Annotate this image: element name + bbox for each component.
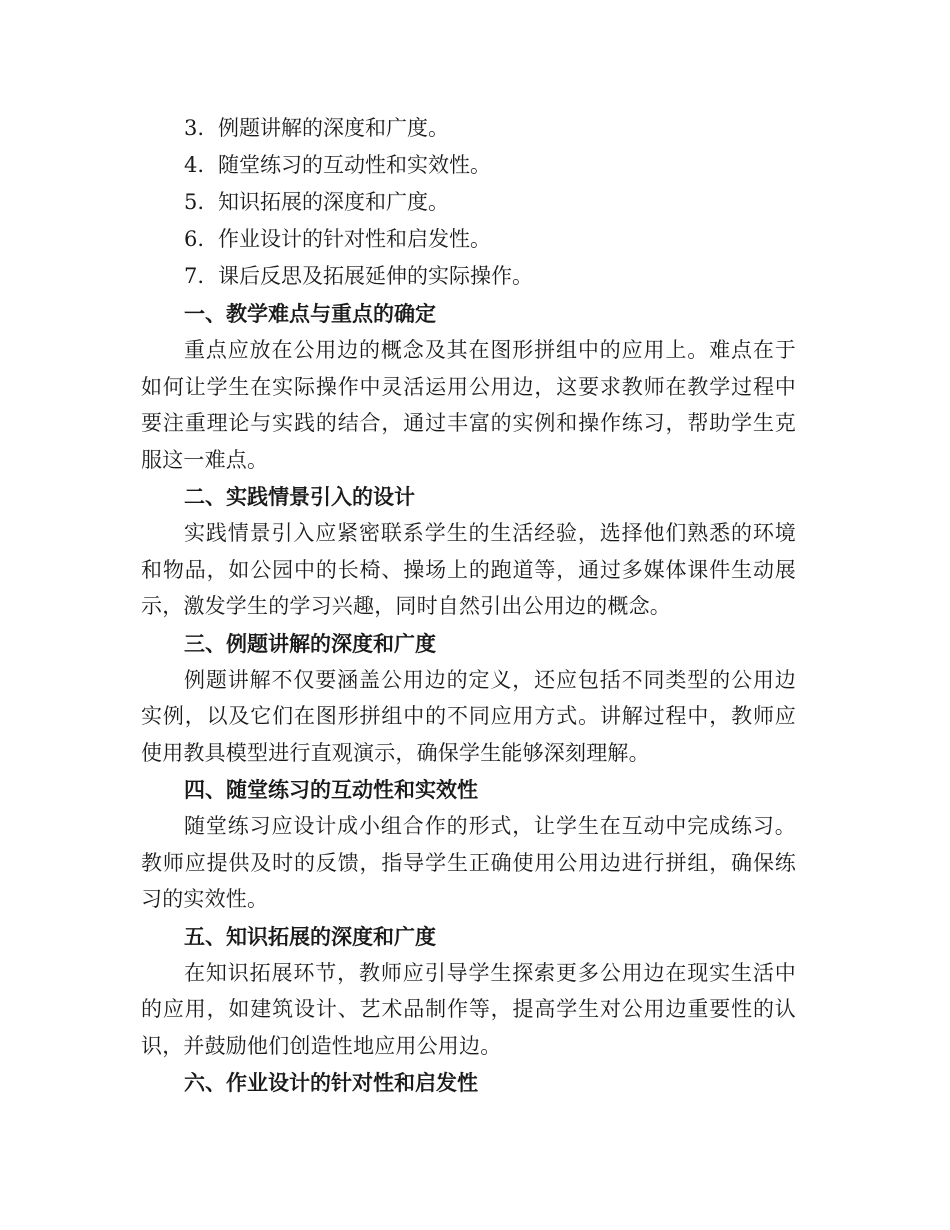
section-paragraph: 重点应放在公用边的概念及其在图形拼组中的应用上。难点在于如何让学生在实际操作中灵活运用公用边，这要求教师在教学过程中要注重理论与实践的结合，通过丰富的实例和操作练习，帮助学生克服这一难点。 bbox=[141, 338, 796, 472]
list-item-text: 课后反思及拓展延伸的实际操作。 bbox=[218, 264, 533, 288]
section-heading: 一、教学难点与重点的确定 bbox=[184, 301, 436, 326]
list-item-number: 7. bbox=[184, 264, 205, 288]
list-item-text: 作业设计的针对性和启发性。 bbox=[218, 227, 491, 251]
section-paragraph: 例题讲解不仅要涵盖公用边的定义，还应包括不同类型的公用边实例，以及它们在图形拼组中的不同应用方式。讲解过程中，教师应使用教具模型进行直观演示，确保学生能够深刻理解。 bbox=[141, 667, 796, 765]
list-item bbox=[141, 221, 796, 258]
list-item bbox=[141, 184, 796, 221]
section-heading: 二、实践情景引入的设计 bbox=[184, 484, 415, 509]
list-item-number: 6. bbox=[184, 227, 205, 251]
list-item-number: 4. bbox=[184, 153, 205, 177]
list-item-number: 3. bbox=[184, 116, 205, 140]
section-scenario-intro bbox=[141, 478, 796, 625]
section-homework-design bbox=[141, 1064, 796, 1101]
section-paragraph: 随堂练习应设计成小组合作的形式，让学生在互动中完成练习。教师应提供及时的反馈，指导学生正确使用公用边进行拼组，确保练习的实效性。 bbox=[141, 814, 796, 911]
list-item bbox=[141, 147, 796, 184]
list-item-number: 5. bbox=[184, 190, 205, 214]
section-paragraph: 在知识拓展环节，教师应引导学生探索更多公用边在现实生活中的应用，如建筑设计、艺术品制作等，提高学生对公用边重要性的认识，并鼓励他们创造性地应用公用边。 bbox=[141, 960, 796, 1058]
list-item-text: 知识拓展的深度和广度。 bbox=[218, 190, 449, 214]
section-heading: 四、随堂练习的互动性和实效性 bbox=[184, 777, 478, 802]
section-paragraph: 实践情景引入应紧密联系学生的生活经验，选择他们熟悉的环境和物品，如公园中的长椅、操场上的跑道等，通过多媒体课件生动展示，激发学生的学习兴趣，同时自然引出公用边的概念。 bbox=[141, 521, 796, 618]
list-item bbox=[141, 110, 796, 147]
section-example-explanation bbox=[141, 625, 796, 772]
section-heading: 六、作业设计的针对性和启发性 bbox=[184, 1070, 478, 1095]
section-heading: 三、例题讲解的深度和广度 bbox=[184, 630, 436, 656]
topic-list bbox=[141, 110, 796, 295]
list-item bbox=[141, 258, 796, 295]
section-knowledge-extension bbox=[141, 918, 796, 1065]
list-item-text: 例题讲解的深度和广度。 bbox=[218, 116, 449, 140]
section-difficulty-focus bbox=[141, 295, 796, 478]
section-classroom-practice bbox=[141, 771, 796, 918]
list-item-text: 随堂练习的互动性和实效性。 bbox=[218, 153, 491, 177]
section-heading: 五、知识拓展的深度和广度 bbox=[184, 923, 436, 949]
